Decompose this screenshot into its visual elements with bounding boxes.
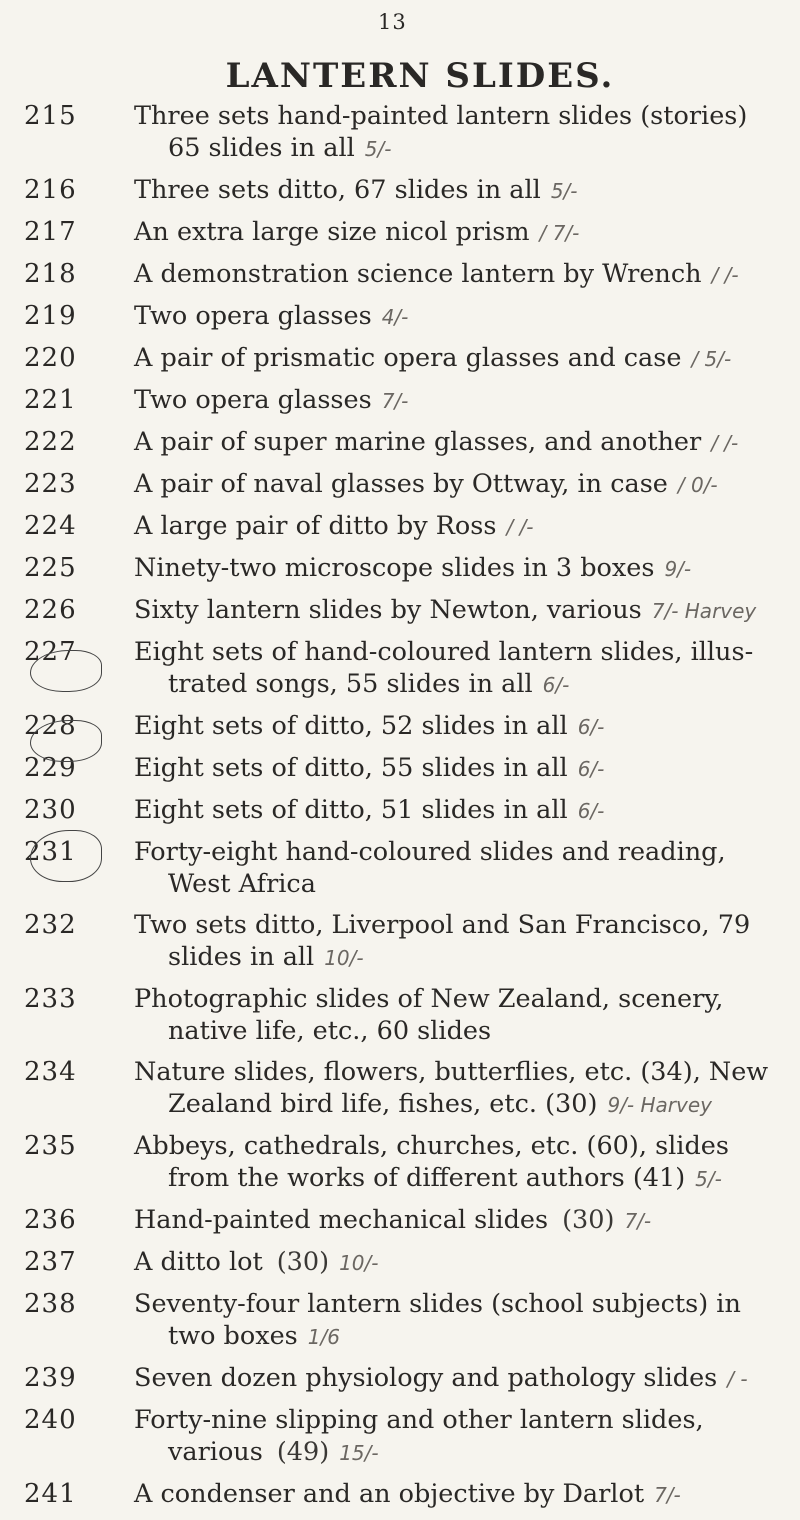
entry-text: Sixty lantern slides by Newton, various <box>134 595 642 625</box>
catalogue-entry <box>24 100 784 165</box>
margin-bracket-mark <box>30 830 102 882</box>
entry-description-line <box>134 1056 784 1088</box>
entry-text: Two opera glasses <box>134 301 372 331</box>
handwritten-price-note: 15/- <box>339 1441 379 1465</box>
entry-text: 65 slides in all <box>168 133 355 163</box>
entry-description-line <box>134 1204 784 1237</box>
entry-description-line <box>134 1436 784 1469</box>
catalogue-entry <box>24 1404 784 1469</box>
entry-description-line <box>134 132 784 165</box>
lot-number: 222 <box>24 427 77 457</box>
catalogue-entry <box>24 1478 784 1511</box>
entry-text: Three sets ditto, 67 slides in all <box>134 175 541 205</box>
entry-description-line <box>134 1288 784 1320</box>
entry-description-line <box>134 1246 784 1279</box>
catalogue-entry <box>24 794 784 827</box>
entry-description-line <box>134 174 784 207</box>
entry-description-line <box>134 552 784 585</box>
entry-text: trated songs, 55 slides in all <box>168 669 533 699</box>
lot-number: 219 <box>24 301 77 331</box>
handwritten-price-note: 5/- <box>364 137 392 161</box>
entry-description-line <box>134 941 784 974</box>
entry-text: A condenser and an objective by Darlot <box>134 1479 645 1509</box>
entry-text: West Africa <box>168 869 316 899</box>
handwritten-price-note: 5/- <box>550 179 578 203</box>
lot-number: 233 <box>24 984 77 1014</box>
entry-description-line <box>134 836 784 868</box>
handwritten-price-note: 5/- <box>695 1167 722 1191</box>
catalogue-entry <box>24 384 784 417</box>
lot-number: 228 <box>24 711 77 741</box>
entry-text: Two opera glasses <box>134 385 372 415</box>
entry-text: A pair of super marine glasses, and another <box>134 427 702 457</box>
entry-description-line <box>134 510 784 543</box>
entry-text: An extra large size nicol prism <box>134 217 530 247</box>
handwritten-price-note: 1/6 <box>307 1325 340 1349</box>
entry-description-line <box>134 794 784 827</box>
entry-text: Hand-painted mechanical slides <box>134 1205 549 1235</box>
catalogue-entry <box>24 636 784 701</box>
handwritten-price-note: 9/- Harvey <box>607 1093 712 1117</box>
entry-description-line <box>134 983 784 1015</box>
entry-description-line <box>134 1404 784 1436</box>
catalogue-entry <box>24 216 784 249</box>
entry-text: Three sets hand-painted lantern slides (stories) <box>134 101 748 131</box>
entry-description-line <box>134 1015 784 1047</box>
lot-number: 229 <box>24 753 77 783</box>
catalogue-entry <box>24 983 784 1047</box>
catalogue-entry <box>24 174 784 207</box>
handwritten-price-note: 7/- <box>381 389 409 413</box>
entry-text: Eight sets of ditto, 51 slides in all <box>134 795 568 825</box>
lot-number: 225 <box>24 553 77 583</box>
entry-description-line <box>134 1362 784 1395</box>
entry-text: various <box>168 1437 263 1467</box>
entry-text: Ninety-two microscope slides in 3 boxes <box>134 553 655 583</box>
entry-description-line <box>134 1478 784 1511</box>
catalogue-entry <box>24 1130 784 1195</box>
lot-number: 238 <box>24 1289 77 1319</box>
entry-text: Seventy-four lantern slides (school subjects) in <box>134 1289 741 1319</box>
entry-text: A demonstration science lantern by Wrench <box>134 259 702 289</box>
catalogue-entry <box>24 836 784 900</box>
entry-quantity: (30) <box>276 1247 330 1277</box>
catalogue-entry <box>24 1288 784 1353</box>
entry-text: Zealand bird life, fishes, etc. (30) <box>168 1089 598 1119</box>
entry-text: Eight sets of ditto, 55 slides in all <box>134 753 568 783</box>
handwritten-price-note: 7/- <box>624 1209 652 1233</box>
handwritten-price-note: / 7/- <box>539 221 580 245</box>
catalogue-entry <box>24 1246 784 1279</box>
catalogue-entry <box>24 752 784 785</box>
lot-number: 216 <box>24 175 77 205</box>
entry-description-line <box>134 710 784 743</box>
catalogue-entry <box>24 1362 784 1395</box>
entry-description-line <box>134 1088 784 1121</box>
entry-description-line <box>134 752 784 785</box>
lot-number: 227 <box>24 637 77 667</box>
entry-description-line <box>134 1130 784 1162</box>
entry-quantity: (49) <box>276 1437 330 1467</box>
lot-number: 224 <box>24 511 77 541</box>
handwritten-price-note: 4/- <box>381 305 409 329</box>
entry-text: Eight sets of ditto, 52 slides in all <box>134 711 568 741</box>
catalogue-entry <box>24 300 784 333</box>
entry-description-line <box>134 216 784 249</box>
entry-text: A pair of prismatic opera glasses and case <box>134 343 682 373</box>
handwritten-price-note: 9/- <box>664 557 692 581</box>
lot-number: 240 <box>24 1405 77 1435</box>
entry-text: Abbeys, cathedrals, churches, etc. (60), slides <box>134 1131 729 1161</box>
entry-description-line <box>134 909 784 941</box>
handwritten-price-note: 10/- <box>339 1251 379 1275</box>
entry-text: two boxes <box>168 1321 298 1351</box>
entry-description-line <box>134 384 784 417</box>
page-title: LANTERN SLIDES. <box>225 56 615 96</box>
entry-description-line <box>134 868 784 900</box>
entry-text: A large pair of ditto by Ross <box>134 511 497 541</box>
catalogue-entry <box>24 258 784 291</box>
handwritten-price-note: 7/- Harvey <box>651 599 757 623</box>
handwritten-price-note: / /- <box>506 515 534 539</box>
entry-description-line <box>134 258 784 291</box>
lot-number: 230 <box>24 795 77 825</box>
lot-number: 215 <box>24 101 77 131</box>
entry-text: Nature slides, flowers, butterflies, etc. (34), New <box>134 1057 769 1087</box>
entry-description-line <box>134 300 784 333</box>
entry-description-line <box>134 594 784 627</box>
entry-description-line <box>134 100 784 132</box>
margin-bracket-mark <box>30 720 102 762</box>
entry-description-line <box>134 342 784 375</box>
handwritten-price-note: 6/- <box>542 673 570 697</box>
lot-number: 221 <box>24 385 77 415</box>
entry-text: Two sets ditto, Liverpool and San Francisco, 79 <box>134 910 751 940</box>
lot-number: 226 <box>24 595 77 625</box>
page-number: 13 <box>378 10 407 34</box>
entry-text: from the works of different authors (41) <box>168 1163 686 1193</box>
entry-description-line <box>134 426 784 459</box>
lot-number: 237 <box>24 1247 77 1277</box>
entry-description-line <box>134 468 784 501</box>
catalogue-list <box>24 100 784 1520</box>
catalogue-entry <box>24 468 784 501</box>
handwritten-price-note: 7/- <box>654 1483 681 1507</box>
handwritten-price-note: 6/- <box>577 799 605 823</box>
lot-number: 220 <box>24 343 77 373</box>
lot-number: 241 <box>24 1479 77 1509</box>
entry-quantity: (30) <box>562 1205 615 1235</box>
lot-number: 232 <box>24 910 77 940</box>
catalogue-entry <box>24 510 784 543</box>
lot-number: 231 <box>24 837 77 867</box>
catalogue-entry <box>24 552 784 585</box>
entry-text: Photographic slides of New Zealand, scenery, <box>134 984 724 1014</box>
catalogue-entry <box>24 594 784 627</box>
handwritten-price-note: / 5/- <box>691 347 732 371</box>
entry-text: A pair of naval glasses by Ottway, in case <box>134 469 668 499</box>
entry-text: A ditto lot <box>134 1247 263 1277</box>
entry-text: Forty-eight hand-coloured slides and reading, <box>134 837 726 867</box>
catalogue-entry <box>24 909 784 974</box>
entry-text: native life, etc., 60 slides <box>168 1016 492 1046</box>
entry-description-line <box>134 1320 784 1353</box>
margin-bracket-mark <box>30 650 102 692</box>
lot-number: 218 <box>24 259 77 289</box>
lot-number: 223 <box>24 469 77 499</box>
entry-text: Forty-nine slipping and other lantern slides, <box>134 1405 704 1435</box>
handwritten-price-note: / 0/- <box>677 473 718 497</box>
lot-number: 234 <box>24 1057 77 1087</box>
handwritten-price-note: 6/- <box>577 757 605 781</box>
catalogue-entry <box>24 1204 784 1237</box>
handwritten-price-note: / - <box>727 1367 748 1391</box>
entry-description-line <box>134 1162 784 1195</box>
lot-number: 217 <box>24 217 77 247</box>
catalogue-entry <box>24 426 784 459</box>
entry-text: slides in all <box>168 942 315 972</box>
catalogue-entry <box>24 710 784 743</box>
lot-number: 236 <box>24 1205 77 1235</box>
catalogue-entry <box>24 342 784 375</box>
entry-description-line <box>134 668 784 701</box>
entry-text: Seven dozen physiology and pathology slides <box>134 1363 718 1393</box>
lot-number: 239 <box>24 1363 77 1393</box>
entry-text: Eight sets of hand-coloured lantern slides, illus- <box>134 637 754 667</box>
lot-number: 235 <box>24 1131 77 1161</box>
handwritten-price-note: 10/- <box>324 946 364 970</box>
handwritten-price-note: / /- <box>711 431 739 455</box>
handwritten-price-note: / /- <box>711 263 739 287</box>
handwritten-price-note: 6/- <box>577 715 605 739</box>
catalogue-entry <box>24 1056 784 1121</box>
entry-description-line <box>134 636 784 668</box>
